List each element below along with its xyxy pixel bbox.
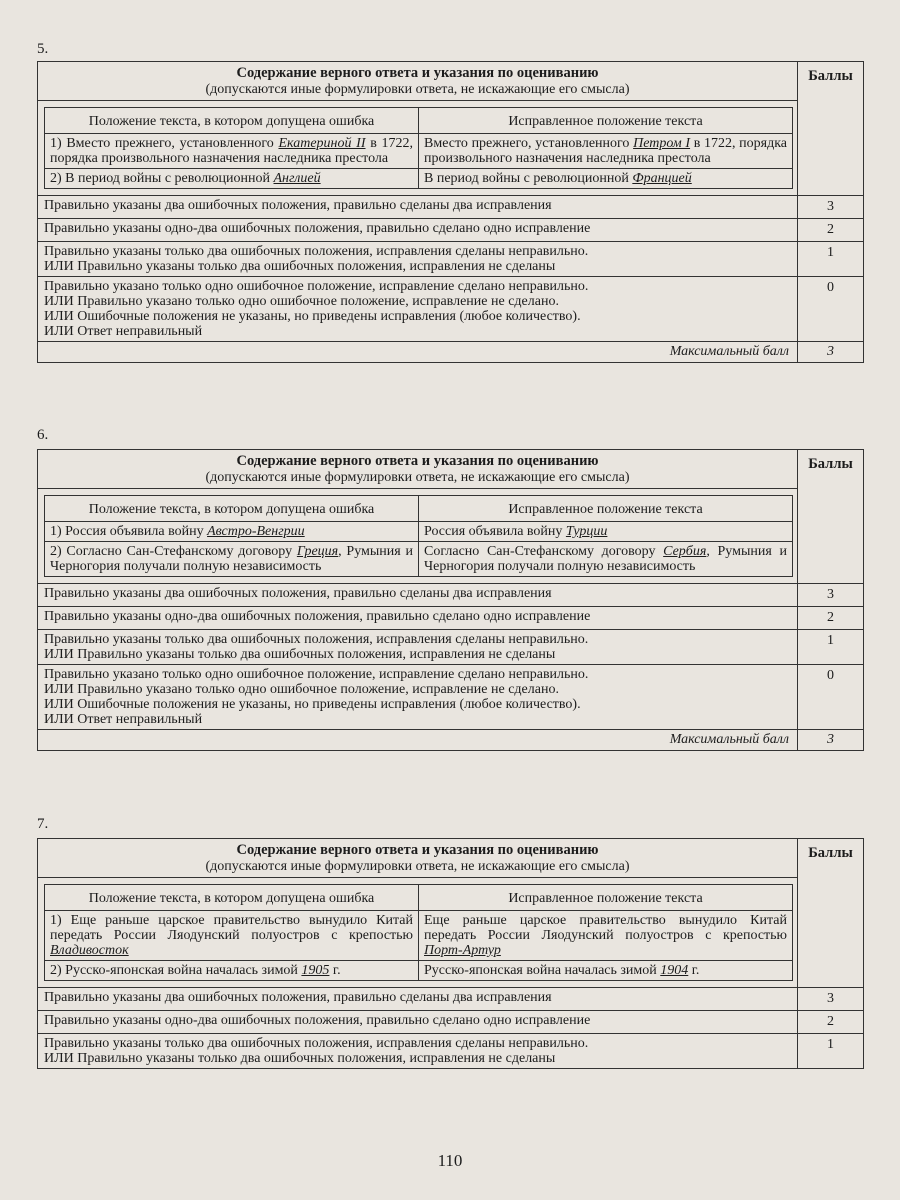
error-word: Владивосток — [50, 943, 129, 958]
question-7-table — [37, 838, 864, 1069]
answer-cell — [38, 489, 798, 584]
fix-cell: Русско-японская война началась зимой 1904 г. — [419, 961, 793, 981]
criterion: Правильно указаны одно-два ошибочных положения, правильно сделано одно исправление — [38, 219, 798, 242]
criterion: Правильно указаны одно-два ошибочных положения, правильно сделано одно исправление — [38, 607, 798, 630]
fix-word: Турции — [565, 524, 608, 539]
points: 3 — [798, 196, 864, 219]
answer-cell — [38, 101, 798, 196]
points: 2 — [798, 607, 864, 630]
criterion: Правильно указано только одно ошибочное положение, исправление сделано неправильно. ИЛИ Правильно указано только одно ошибочное положение, исправление не сделано. ИЛИ Ошибочные положения не указаны, но приведены исправления (любое количество). ИЛИ Ответ неправильный — [38, 277, 798, 342]
col-fix-header: Исправленное положение текста — [419, 885, 793, 911]
points: 0 — [798, 665, 864, 730]
score-header: Баллы — [798, 62, 864, 196]
col-error-header: Положение текста, в котором допущена ошибка — [45, 885, 419, 911]
criterion: Правильно указаны два ошибочных положения, правильно сделаны два исправления — [38, 988, 798, 1011]
criterion: Правильно указаны одно-два ошибочных положения, правильно сделано одно исправление — [38, 1011, 798, 1034]
answer-cell — [38, 878, 798, 988]
error-cell: 1) Еще раньше царское правительство вынудило Китай передать России Ляодунский полуостров с крепостью Владивосток — [45, 911, 419, 961]
fix-cell: Вместо прежнего, установленного Петром I в 1722, порядка произвольного назначения наследника престола — [419, 134, 793, 169]
corrections-table — [44, 107, 793, 189]
error-word: Греция — [296, 544, 339, 559]
points: 2 — [798, 1011, 864, 1034]
fix-word: Порт-Артур — [424, 943, 501, 958]
header-title: Содержание верного ответа и указания по оцениванию — [236, 65, 599, 81]
points: 1 — [798, 630, 864, 665]
error-cell: 1) Россия объявила войну Австро-Венгрии — [45, 522, 419, 542]
max-score-label: Максимальный балл — [38, 730, 798, 751]
fix-cell: Россия объявила войну Турции — [419, 522, 793, 542]
question-5-table — [37, 61, 864, 363]
fix-word: Сербия — [663, 544, 707, 559]
error-word: Англией — [273, 171, 321, 186]
criterion: Правильно указаны два ошибочных положения, правильно сделаны два исправления — [38, 584, 798, 607]
points: 2 — [798, 219, 864, 242]
error-cell: 2) В период войны с революционной Англией — [45, 169, 419, 189]
header-subtitle: (допускаются иные формулировки ответа, не искажающие его смысла) — [205, 470, 630, 485]
error-cell: 2) Согласно Сан-Стефанскому договору Греция, Румыния и Черногория получали полную независимость — [45, 542, 419, 577]
criterion: Правильно указаны два ошибочных положения, правильно сделаны два исправления — [38, 196, 798, 219]
question-6-table — [37, 449, 864, 751]
max-score-label: Максимальный балл — [38, 342, 798, 363]
criterion: Правильно указаны только два ошибочных положения, исправления сделаны неправильно. ИЛИ Правильно указаны только два ошибочных положения, исправления не сделаны — [38, 1034, 798, 1069]
header-title: Содержание верного ответа и указания по оцениванию — [236, 842, 599, 858]
max-score-value: 3 — [798, 342, 864, 363]
fix-word: Францией — [632, 171, 692, 186]
error-word: 1905 — [301, 963, 330, 978]
corrections-table — [44, 495, 793, 577]
points: 1 — [798, 242, 864, 277]
score-header: Баллы — [798, 450, 864, 584]
corrections-table — [44, 884, 793, 981]
criterion: Правильно указаны только два ошибочных положения, исправления сделаны неправильно. ИЛИ Правильно указаны только два ошибочных положения, исправления не сделаны — [38, 630, 798, 665]
score-header: Баллы — [798, 839, 864, 988]
col-fix-header: Исправленное положение текста — [419, 108, 793, 134]
answer-header — [38, 62, 798, 101]
error-word: Екатериной II — [278, 136, 366, 151]
answer-header — [38, 839, 798, 878]
fix-word: 1904 — [660, 963, 689, 978]
question-7-number: 7. — [37, 816, 49, 832]
header-title: Содержание верного ответа и указания по оцениванию — [236, 453, 599, 469]
max-score-value: 3 — [798, 730, 864, 751]
col-error-header: Положение текста, в котором допущена ошибка — [45, 108, 419, 134]
answer-header — [38, 450, 798, 489]
points: 0 — [798, 277, 864, 342]
points: 1 — [798, 1034, 864, 1069]
points: 3 — [798, 584, 864, 607]
question-6-number: 6. — [37, 427, 49, 443]
header-subtitle: (допускаются иные формулировки ответа, не искажающие его смысла) — [205, 859, 630, 874]
fix-cell: Согласно Сан-Стефанскому договору Сербия, Румыния и Черногория получали полную независимость — [419, 542, 793, 577]
error-word: Австро-Венгрии — [207, 524, 305, 539]
header-subtitle: (допускаются иные формулировки ответа, не искажающие его смысла) — [205, 82, 630, 97]
col-error-header: Положение текста, в котором допущена ошибка — [45, 496, 419, 522]
page-number: 110 — [437, 1151, 463, 1170]
criterion: Правильно указаны только два ошибочных положения, исправления сделаны неправильно. ИЛИ Правильно указаны только два ошибочных положения, исправления не сделаны — [38, 242, 798, 277]
error-cell: 2) Русско-японская война началась зимой 1905 г. — [45, 961, 419, 981]
fix-cell: В период войны с революционной Францией — [419, 169, 793, 189]
fix-word: Петром I — [633, 136, 691, 151]
points: 3 — [798, 988, 864, 1011]
question-5-number: 5. — [37, 41, 49, 57]
criterion: Правильно указано только одно ошибочное положение, исправление сделано неправильно. ИЛИ Правильно указано только одно ошибочное положение, исправление не сделано. ИЛИ Ошибочные положения не указаны, но приведены исправления (любое количество). ИЛИ Ответ неправильный — [38, 665, 798, 730]
col-fix-header: Исправленное положение текста — [419, 496, 793, 522]
fix-cell: Еще раньше царское правительство вынудило Китай передать России Ляодунский полуостров с крепостью Порт-Артур — [419, 911, 793, 961]
error-cell: 1) Вместо прежнего, установленного Екатериной II в 1722, порядка произвольного назначения наследника престола — [45, 134, 419, 169]
